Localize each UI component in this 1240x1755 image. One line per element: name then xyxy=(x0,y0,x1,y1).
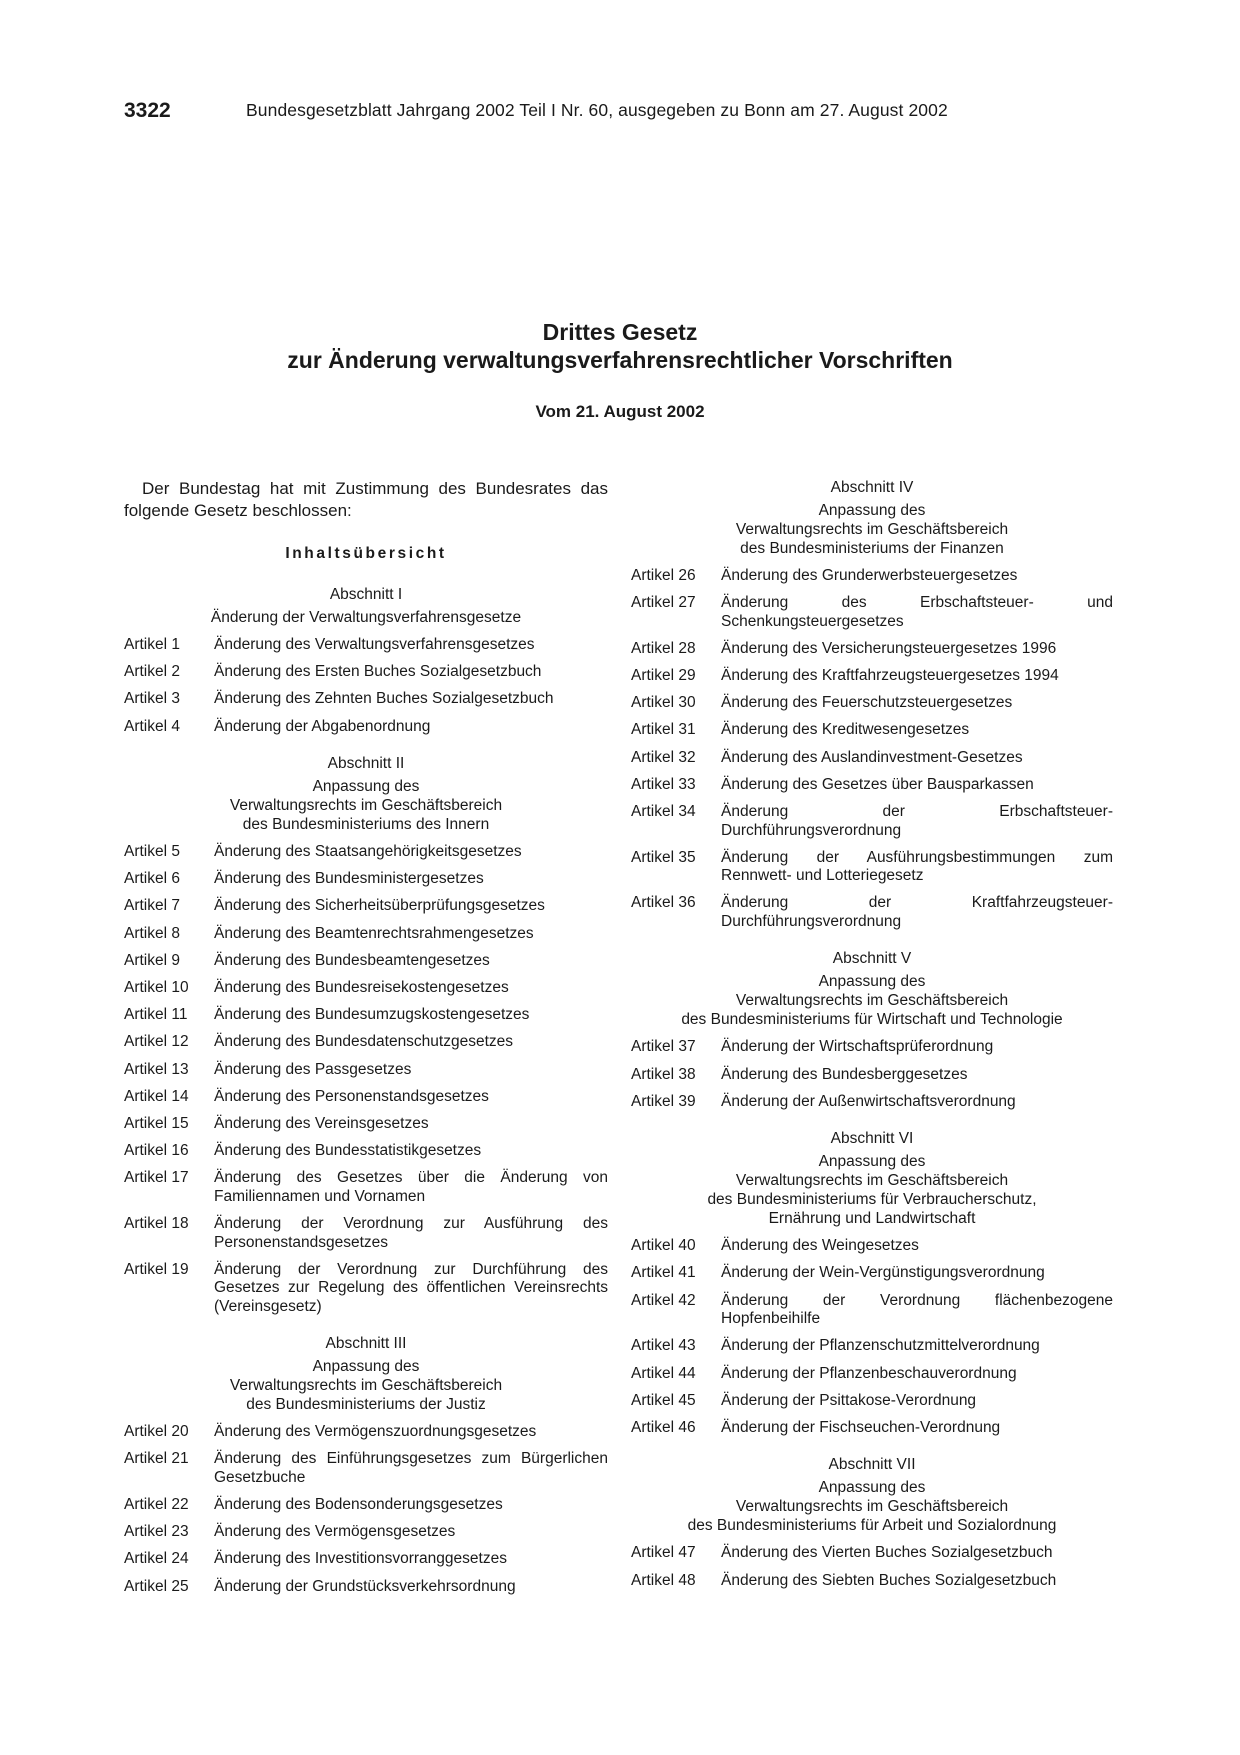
section-description xyxy=(631,501,1113,558)
toc-entry xyxy=(631,1544,1113,1563)
toc-heading: Inhaltsübersicht xyxy=(285,545,447,562)
article-number: Artikel 1 xyxy=(124,636,180,653)
article-title: Änderung des Investitionsvorranggesetzes xyxy=(214,1550,507,1568)
article-number: Artikel 8 xyxy=(124,924,180,942)
article-number: Artikel 16 xyxy=(124,1142,189,1160)
article-title: Änderung der Erbschaftsteuer-Durchführungsverordnung xyxy=(721,803,1113,839)
toc-entry xyxy=(124,1496,608,1515)
article-number: Artikel 25 xyxy=(124,1577,189,1595)
article-number: Artikel 29 xyxy=(631,667,696,685)
toc-entry xyxy=(124,843,608,862)
article-title: Änderung des Bundesdatenschutzgesetzes xyxy=(214,1033,514,1051)
toc-entry xyxy=(124,1261,608,1317)
article-title: Änderung des Beamtenrechtsrahmengesetzes xyxy=(214,924,534,942)
section-description-line: Anpassung des xyxy=(818,1479,926,1497)
section-description-line: Anpassung des xyxy=(312,778,420,796)
section-description xyxy=(631,972,1113,1029)
section-title: Abschnitt I xyxy=(329,586,403,603)
section-description-line: Verwaltungsrechts im Geschäftsbereich xyxy=(229,1377,503,1395)
toc-entry xyxy=(631,1572,1113,1591)
article-number: Artikel 22 xyxy=(124,1496,189,1514)
article-title: Änderung des Siebten Buches Sozialgesetzbuch xyxy=(721,1571,1057,1589)
toc-entry xyxy=(124,718,608,737)
section-description-line: des Bundesministeriums für Arbeit und Sozialordnung xyxy=(687,1517,1057,1535)
toc-section xyxy=(631,1129,1113,1437)
article-number: Artikel 15 xyxy=(124,1114,189,1132)
article-title: Änderung der Außenwirtschaftsverordnung xyxy=(721,1092,1016,1110)
toc-entry xyxy=(631,1392,1113,1411)
toc-entry xyxy=(124,979,608,998)
toc-entry xyxy=(631,640,1113,659)
toc-entry xyxy=(124,1169,608,1206)
law-date: Vom 21. August 2002 xyxy=(535,402,705,421)
section-description-line: Anpassung des xyxy=(818,502,926,519)
toc-entry xyxy=(124,1423,608,1442)
article-number: Artikel 11 xyxy=(124,1006,188,1024)
section-description xyxy=(631,1152,1113,1228)
toc-entry xyxy=(124,663,608,682)
page-number: 3322 xyxy=(124,99,171,122)
section-description-line: des Bundesministeriums des Innern xyxy=(242,816,490,834)
article-title: Änderung der Verordnung flächenbezogene Hopfenbeihilfe xyxy=(721,1291,1113,1328)
toc-entry xyxy=(124,1115,608,1134)
article-number: Artikel 42 xyxy=(631,1291,696,1309)
article-number: Artikel 41 xyxy=(631,1264,696,1282)
article-number: Artikel 6 xyxy=(124,870,180,888)
article-title: Änderung der Ausführungsbestimmungen zum Rennwett- und Lotteriegesetz xyxy=(721,848,1113,885)
article-title: Änderung des Vereinsgesetzes xyxy=(214,1114,429,1132)
section-description-line: des Bundesministeriums der Finanzen xyxy=(740,540,1004,557)
toc-entry xyxy=(631,849,1113,886)
article-number: Artikel 43 xyxy=(631,1337,696,1355)
toc-entry xyxy=(124,1006,608,1025)
article-number: Artikel 34 xyxy=(631,803,696,820)
article-number: Artikel 27 xyxy=(631,594,696,612)
toc-entry xyxy=(124,870,608,889)
toc-section xyxy=(631,478,1113,931)
article-title: Änderung des Sicherheitsüberprüfungsgesetzes xyxy=(214,897,545,915)
toc-entry xyxy=(124,1578,608,1597)
article-number: Artikel 18 xyxy=(124,1215,189,1232)
article-title: Änderung des Feuerschutzsteuergesetzes xyxy=(721,694,1013,712)
section-title: Abschnitt II xyxy=(327,755,405,773)
article-number: Artikel 44 xyxy=(631,1364,696,1382)
section-description-line: Verwaltungsrechts im Geschäftsbereich xyxy=(735,1172,1009,1190)
toc-entry xyxy=(124,690,608,709)
article-title: Änderung der Wirtschaftsprüferordnung xyxy=(721,1038,994,1056)
section-description-line: Verwaltungsrechts im Geschäftsbereich xyxy=(735,992,1009,1010)
article-number: Artikel 2 xyxy=(124,663,180,681)
column-right xyxy=(631,478,1113,1599)
article-title: Änderung der Pflanzenbeschauverordnung xyxy=(721,1364,1017,1382)
article-number: Artikel 3 xyxy=(124,690,180,708)
section-title: Abschnitt V xyxy=(832,950,912,968)
toc-entry xyxy=(124,1061,608,1080)
article-number: Artikel 23 xyxy=(124,1523,189,1541)
article-number: Artikel 17 xyxy=(124,1169,189,1187)
article-title: Änderung des Erbschaftsteuer- und Schenkungsteuergesetzes xyxy=(721,594,1113,630)
section-description-line: Anpassung des xyxy=(818,1153,926,1171)
toc-entry xyxy=(631,694,1113,713)
article-title: Änderung des Versicherungsteuergesetzes 1996 xyxy=(721,639,1057,657)
article-title: Änderung des Staatsangehörigkeitsgesetzes xyxy=(214,843,522,861)
column-left xyxy=(124,478,608,1605)
toc-section xyxy=(631,949,1113,1111)
toc-entry xyxy=(124,925,608,944)
article-number: Artikel 47 xyxy=(631,1544,696,1562)
article-number: Artikel 9 xyxy=(124,951,180,969)
toc-entry xyxy=(124,1088,608,1107)
article-title: Änderung des Grunderwerbsteuergesetzes xyxy=(721,567,1018,584)
section-description-line: Verwaltungsrechts im Geschäftsbereich xyxy=(735,1498,1009,1516)
toc-entry xyxy=(631,1419,1113,1438)
section-description xyxy=(124,1357,608,1414)
toc-entry xyxy=(631,1066,1113,1085)
section-description-line: des Bundesministeriums für Verbraucherschutz, xyxy=(707,1191,1037,1209)
toc-entry xyxy=(124,1142,608,1161)
section-title: Abschnitt III xyxy=(325,1335,407,1353)
article-number: Artikel 39 xyxy=(631,1092,696,1110)
article-number: Artikel 40 xyxy=(631,1237,696,1255)
toc-entry xyxy=(124,1523,608,1542)
section-description-line: des Bundesministeriums der Justiz xyxy=(246,1396,486,1414)
toc-section xyxy=(631,1455,1113,1590)
article-title: Änderung des Passgesetzes xyxy=(214,1060,412,1078)
article-title: Änderung des Zehnten Buches Sozialgesetzbuch xyxy=(214,690,554,708)
toc-entry xyxy=(631,894,1113,931)
section-description-line: Verwaltungsrechts im Geschäftsbereich xyxy=(229,797,503,815)
article-number: Artikel 37 xyxy=(631,1038,696,1056)
article-title: Änderung des Kraftfahrzeugsteuergesetzes 1994 xyxy=(721,667,1059,685)
article-number: Artikel 13 xyxy=(124,1060,189,1078)
section-description xyxy=(631,1478,1113,1535)
law-title-line-1: Drittes Gesetz xyxy=(542,319,698,345)
article-number: Artikel 33 xyxy=(631,775,696,793)
section-description-line: Anpassung des xyxy=(312,1358,420,1376)
article-number: Artikel 24 xyxy=(124,1550,189,1568)
article-title: Änderung der Psittakose-Verordnung xyxy=(721,1391,977,1409)
article-title: Änderung der Abgabenordnung xyxy=(214,717,431,735)
section-description xyxy=(124,777,608,834)
section-description xyxy=(124,608,608,627)
toc-entry xyxy=(631,1292,1113,1329)
article-number: Artikel 14 xyxy=(124,1087,189,1105)
article-title: Änderung des Verwaltungsverfahrensgesetzes xyxy=(214,636,535,653)
toc-entry xyxy=(631,567,1113,586)
article-number: Artikel 19 xyxy=(124,1260,189,1278)
article-title: Änderung des Bundesumzugskostengesetzes xyxy=(214,1006,530,1024)
preamble: Der Bundestag hat mit Zustimmung des Bundesrates das folgende Gesetz beschlossen: xyxy=(124,479,608,520)
toc-section xyxy=(124,1334,608,1596)
section-description-line: Ernährung und Landwirtschaft xyxy=(768,1210,976,1228)
article-title: Änderung des Bundesberggesetzes xyxy=(721,1065,968,1083)
article-title: Änderung der Grundstücksverkehrsordnung xyxy=(214,1577,516,1595)
article-title: Änderung des Vierten Buches Sozialgesetzbuch xyxy=(721,1544,1053,1562)
article-number: Artikel 21 xyxy=(124,1450,189,1468)
page-header xyxy=(124,99,1116,125)
article-title: Änderung des Ersten Buches Sozialgesetzbuch xyxy=(214,663,542,681)
toc-entry xyxy=(631,1365,1113,1384)
law-title-line-2: zur Änderung verwaltungsverfahrensrechtlicher Vorschriften xyxy=(287,347,953,373)
article-title: Änderung der Verordnung zur Durchführung des Gesetzes zur Regelung des öffentlichen Vereinsrechts (Vereinsgesetz) xyxy=(214,1260,608,1315)
section-title: Abschnitt VI xyxy=(830,1130,914,1148)
toc-entry xyxy=(631,1337,1113,1356)
article-title: Änderung des Bundesbeamtengesetzes xyxy=(214,951,490,969)
toc-entry xyxy=(631,1237,1113,1256)
toc-entry xyxy=(124,897,608,916)
toc-entry xyxy=(631,594,1113,631)
toc-entry xyxy=(631,776,1113,795)
toc-entry xyxy=(631,1264,1113,1283)
toc-entry xyxy=(124,636,608,655)
toc-entry xyxy=(631,1038,1113,1057)
article-number: Artikel 5 xyxy=(124,843,180,861)
article-title: Änderung des Einführungsgesetzes zum Bürgerlichen Gesetzbuche xyxy=(214,1450,608,1486)
toc-section xyxy=(124,585,608,736)
article-title: Änderung der Fischseuchen-Verordnung xyxy=(721,1418,1001,1436)
toc-entry xyxy=(124,952,608,971)
toc-section xyxy=(124,754,608,1316)
article-title: Änderung des Weingesetzes xyxy=(721,1237,919,1255)
article-title: Änderung des Bundesministergesetzes xyxy=(214,870,484,888)
toc-entry xyxy=(124,1215,608,1252)
article-number: Artikel 48 xyxy=(631,1571,696,1589)
toc-entry xyxy=(124,1033,608,1052)
toc-entry xyxy=(631,721,1113,740)
section-title: Abschnitt VII xyxy=(828,1456,916,1474)
toc-sections-right xyxy=(631,478,1113,1590)
section-description-line: Änderung der Verwaltungsverfahrensgesetze xyxy=(210,609,522,626)
article-number: Artikel 36 xyxy=(631,894,696,912)
article-title: Änderung des Bundesreisekostengesetzes xyxy=(214,979,509,996)
article-number: Artikel 46 xyxy=(631,1418,696,1436)
article-number: Artikel 26 xyxy=(631,567,696,584)
article-number: Artikel 30 xyxy=(631,694,696,712)
section-description-line: Anpassung des xyxy=(818,973,926,991)
toc-entry xyxy=(631,749,1113,768)
article-number: Artikel 4 xyxy=(124,717,180,735)
toc-entry xyxy=(631,667,1113,686)
article-number: Artikel 20 xyxy=(124,1423,189,1441)
article-number: Artikel 38 xyxy=(631,1065,696,1083)
article-number: Artikel 31 xyxy=(631,721,696,739)
article-title: Änderung der Pflanzenschutzmittelverordnung xyxy=(721,1337,1040,1355)
toc-entry xyxy=(124,1550,608,1569)
section-title: Abschnitt IV xyxy=(830,479,914,496)
article-title: Änderung des Kreditwesengesetzes xyxy=(721,721,970,739)
article-number: Artikel 45 xyxy=(631,1391,696,1409)
article-title: Änderung der Wein-Vergünstigungsverordnung xyxy=(721,1264,1045,1282)
article-number: Artikel 35 xyxy=(631,848,696,866)
toc-entry xyxy=(124,1450,608,1487)
toc-entry xyxy=(631,1093,1113,1112)
section-description-line: Verwaltungsrechts im Geschäftsbereich xyxy=(735,521,1009,538)
article-title: Änderung der Verordnung zur Ausführung des Personenstandsgesetzes xyxy=(214,1215,608,1251)
article-title: Änderung des Bodensonderungsgesetzes xyxy=(214,1496,503,1514)
article-title: Änderung des Personenstandsgesetzes xyxy=(214,1087,489,1105)
article-title: Änderung des Vermögenszuordnungsgesetzes xyxy=(214,1423,537,1441)
article-title: Änderung des Gesetzes über Bausparkassen xyxy=(721,775,1034,793)
article-title: Änderung des Auslandinvestment-Gesetzes xyxy=(721,748,1023,766)
article-title: Änderung des Vermögensgesetzes xyxy=(214,1523,456,1541)
article-number: Artikel 7 xyxy=(124,897,180,915)
toc-sections-left xyxy=(124,585,608,1596)
article-number: Artikel 32 xyxy=(631,748,696,766)
gazette-line: Bundesgesetzblatt Jahrgang 2002 Teil I Nr. 60, ausgegeben zu Bonn am 27. August 2002 xyxy=(246,100,948,120)
article-number: Artikel 10 xyxy=(124,979,189,996)
law-title xyxy=(0,318,1240,374)
article-number: Artikel 28 xyxy=(631,639,696,657)
article-title: Änderung des Gesetzes über die Änderung von Familiennamen und Vornamen xyxy=(214,1169,608,1205)
article-title: Änderung der Kraftfahrzeugsteuer-Durchführungsverordnung xyxy=(721,894,1113,930)
article-title: Änderung des Bundesstatistikgesetzes xyxy=(214,1142,482,1160)
section-description-line: des Bundesministeriums für Wirtschaft und Technologie xyxy=(681,1011,1063,1029)
toc-entry xyxy=(631,803,1113,840)
article-number: Artikel 12 xyxy=(124,1033,189,1051)
